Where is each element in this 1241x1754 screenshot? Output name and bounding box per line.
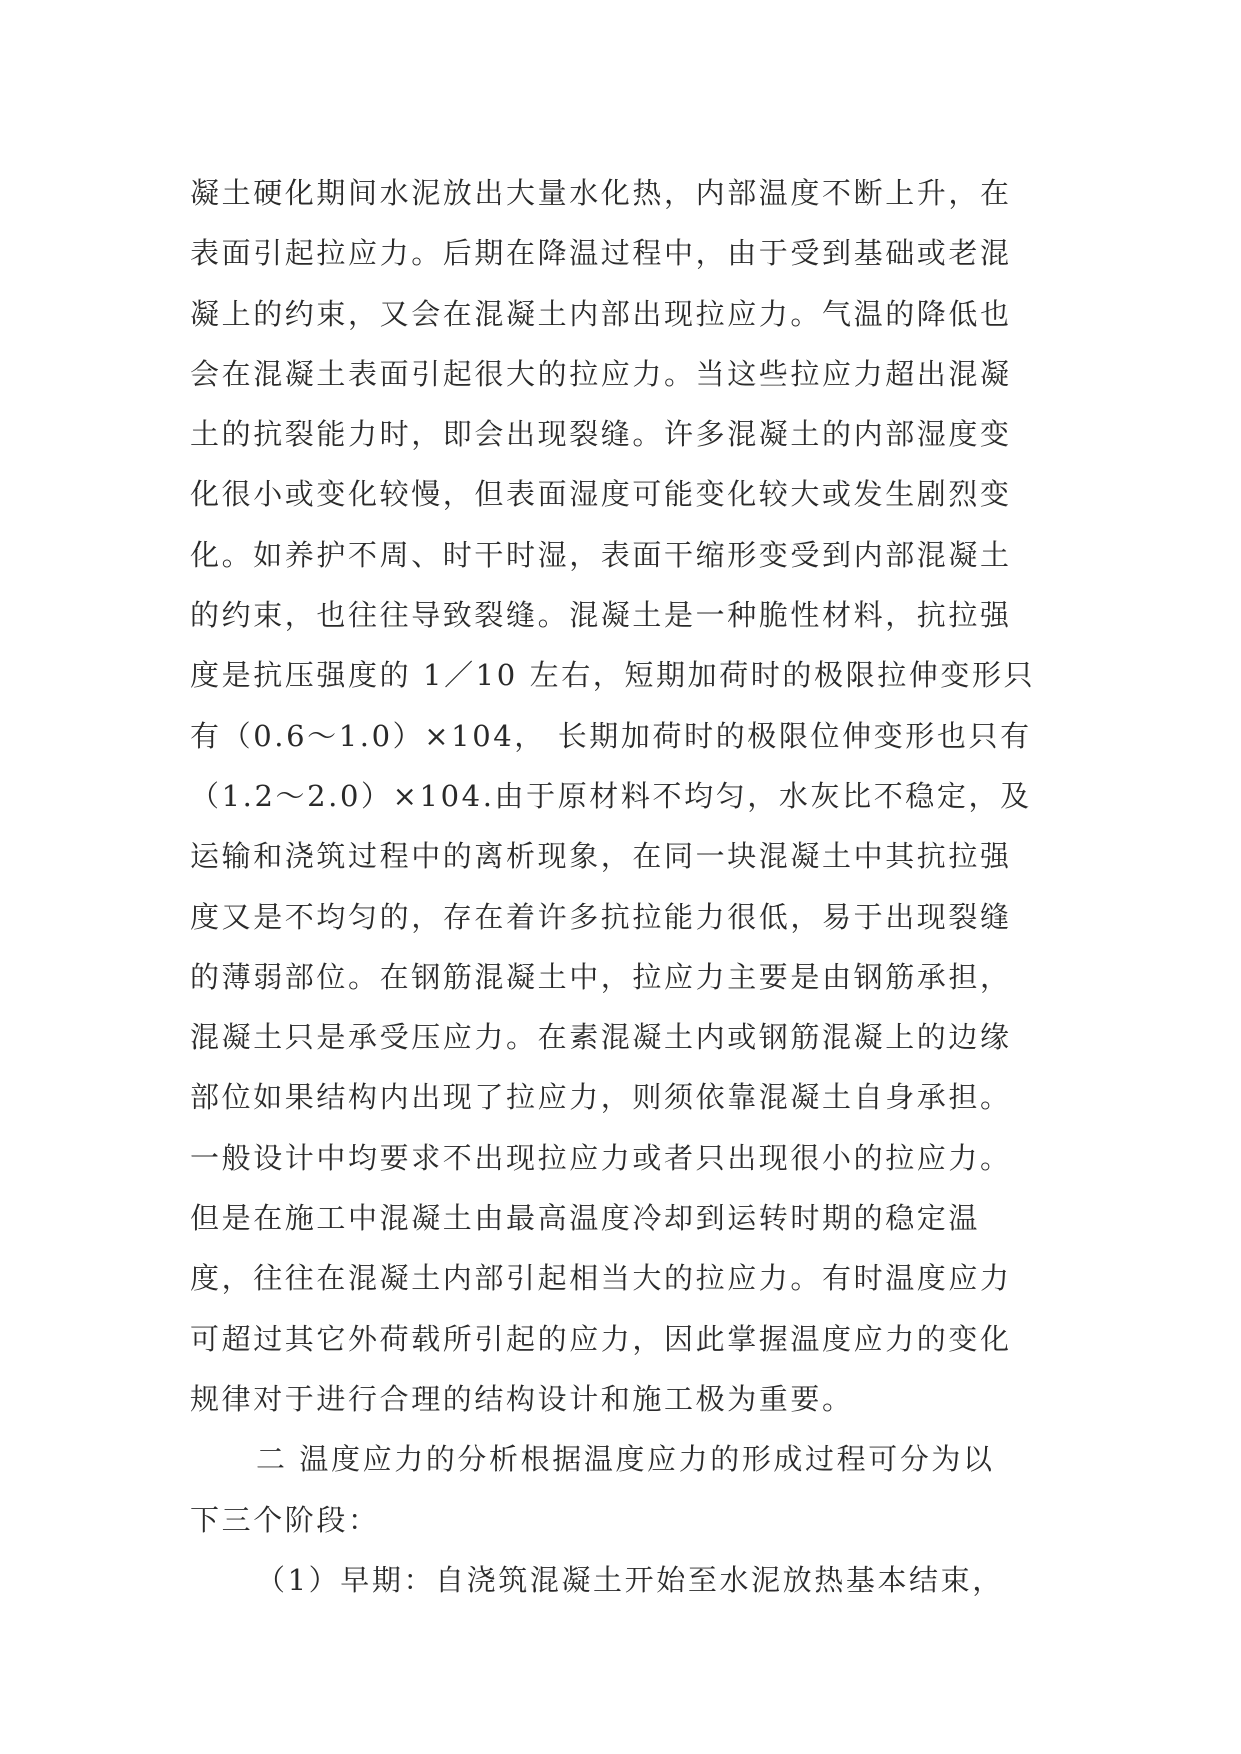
text-line: 化很小或变化较慢，但表面湿度可能变化较大或发生剧烈变 [190, 477, 1012, 512]
text-line: 凝土硬化期间水泥放出大量水化热，内部温度不断上升，在 [190, 176, 1012, 210]
text-line: 的约束，也往往导致裂缝。混凝土是一种脆性材料，抗拉强 [190, 598, 1012, 633]
text-line: 但是在施工中混凝土由最高温度冷却到运转时期的稳定温 [190, 1201, 981, 1236]
text-line: （1.2～2.0）×104.由于原材料不均匀，水灰比不稳定，及 [190, 778, 1032, 813]
text-line: 表面引起拉应力。后期在降温过程中，由于受到基础或老混 [190, 236, 1012, 271]
text-line: 有（0.6～1.0）×104， 长期加荷时的极限位伸变形也只有 [190, 718, 1032, 753]
text-line: 部位如果结构内出现了拉应力，则须依靠混凝土自身承担。 [190, 1080, 1012, 1115]
text-line: 混凝土只是承受压应力。在素混凝土内或钢筋混凝上的边缘 [190, 1020, 1012, 1055]
text-line: 会在混凝土表面引起很大的拉应力。当这些拉应力超出混凝 [190, 356, 1012, 391]
text-line: 的薄弱部位。在钢筋混凝土中，拉应力主要是由钢筋承担， [190, 959, 1012, 994]
text-line: 一般设计中均要求不出现拉应力或者只出现很小的拉应力。 [190, 1140, 1012, 1175]
text-line: 化。如养护不周、时干时湿，表面干缩形变受到内部混凝土 [190, 537, 1012, 572]
text-line: 度是抗压强度的 1／10 左右，短期加荷时的极限拉伸变形只 [190, 658, 1036, 693]
list-item: （1）早期：自浇筑混凝土开始至水泥放热基本结束， [256, 1562, 1004, 1597]
text-line: 度，往往在混凝土内部引起相当大的拉应力。有时温度应力 [190, 1261, 1012, 1296]
body-text [190, 163, 1070, 1610]
text-line: 运输和浇筑过程中的离析现象，在同一块混凝土中其抗拉强 [190, 839, 1012, 874]
text-line: 下三个阶段： [190, 1502, 380, 1537]
text-line: 度又是不均匀的，存在着许多抗拉能力很低，易于出现裂缝 [190, 899, 1012, 934]
section-heading: 二 温度应力的分析根据温度应力的形成过程可分为以 [256, 1442, 995, 1477]
text-line: 土的抗裂能力时，即会出现裂缝。许多混凝土的内部湿度变 [190, 417, 1012, 452]
text-line: 凝上的约束，又会在混凝土内部出现拉应力。气温的降低也 [190, 296, 1012, 331]
text-line: 规律对于进行合理的结构设计和施工极为重要。 [190, 1381, 854, 1416]
text-line: 可超过其它外荷载所引起的应力，因此掌握温度应力的变化 [190, 1321, 1012, 1356]
